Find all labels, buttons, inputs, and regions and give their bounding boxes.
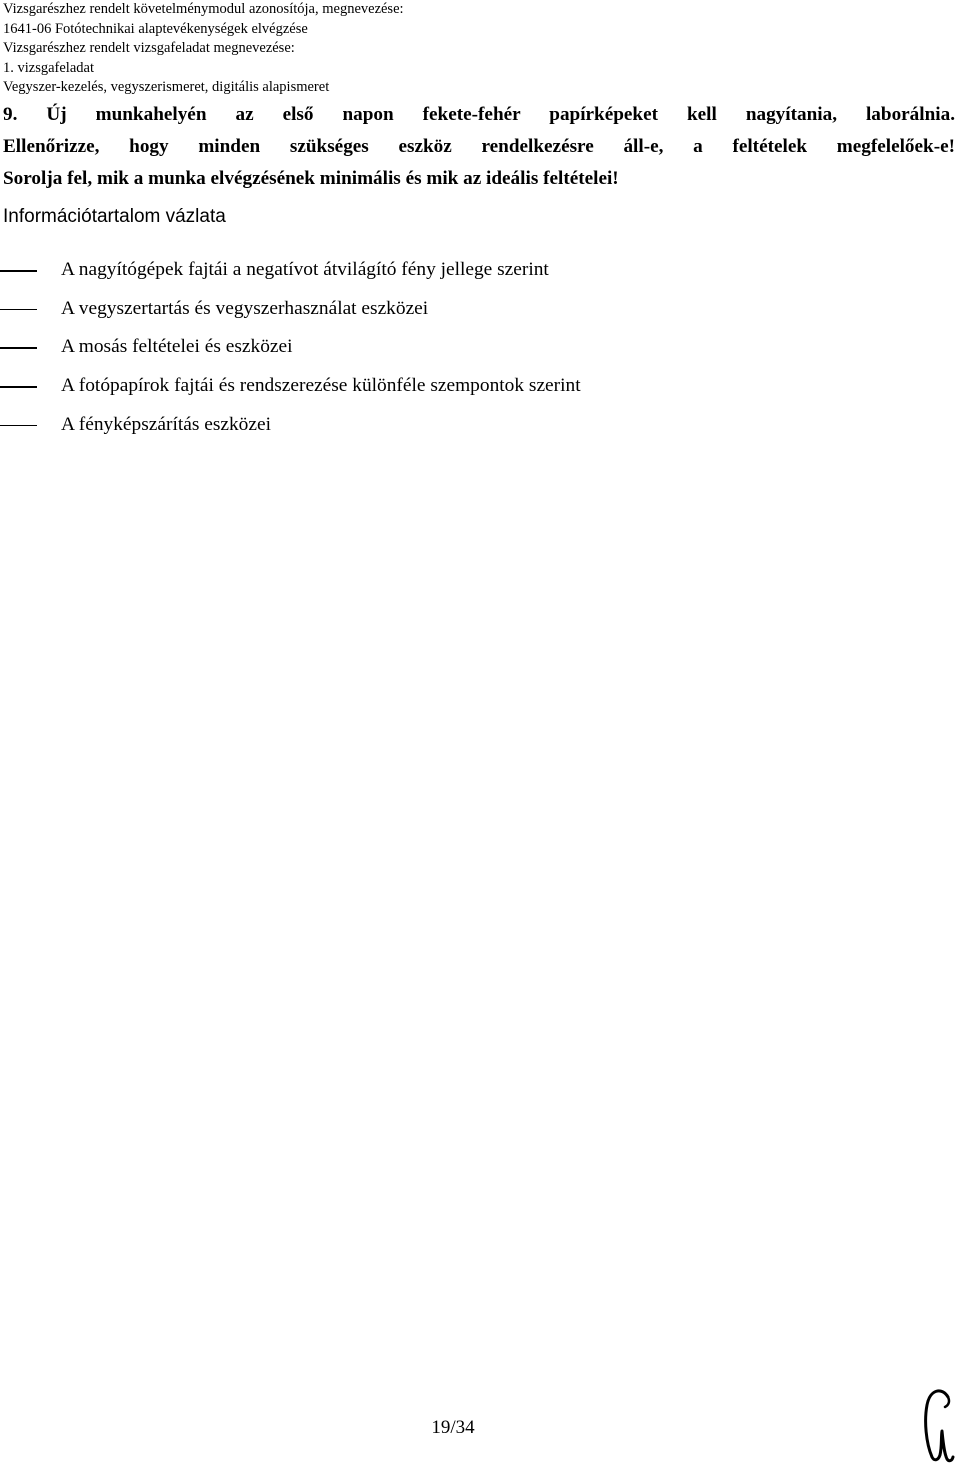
list-item-text: A nagyítógépek fajtái a negatívot átvilágító fény jellege szerint [61,259,549,280]
dash-bullet-icon [0,386,37,388]
list-item [0,295,900,334]
list-item-text: A fényképszárítás eszközei [61,413,271,435]
header-module-label: Vizsgarészhez rendelt követelménymodul azonosítója, megnevezése: [3,1,404,17]
header-task-name: Vegyszer-kezelés, vegyszerismeret, digitális alapismeret [3,79,330,95]
header-task-number: 1. vizsgafeladat [3,59,94,76]
handwritten-signature-icon [918,1385,960,1463]
list-item [0,411,900,450]
question-text [3,99,955,195]
page-number: 19/34 [431,1417,475,1438]
dash-bullet-icon [0,270,37,272]
list-item [0,256,900,295]
document-header [3,0,404,98]
question-line: 9. Új munkahelyén az első napon fekete-fehér papírképeket kell nagyítania, laborálnia. [3,104,955,125]
list-item-text: A mosás feltételei és eszközei [61,336,293,358]
list-item [0,372,900,411]
list-item [0,333,900,372]
dash-bullet-icon [0,309,37,311]
question-line: Sorolja fel, mik a munka elvégzésének minimális és mik az ideális feltételei! [3,168,619,189]
list-item-text: A fotópapírok fajtái és rendszerezése különféle szempontok szerint [61,375,581,397]
list-item-text: A vegyszertartás és vegyszerhasználat eszközei [61,297,429,319]
header-module-name: 1641-06 Fotótechnikai alaptevékenységek elvégzése [3,20,308,37]
dash-bullet-icon [0,425,37,427]
outline-title: Információtartalom vázlata [3,206,226,227]
dash-bullet-icon [0,347,37,349]
question-line: Ellenőrizze, hogy minden szükséges eszköz rendelkezésre áll-e, a feltételek megfelelőek-e! [3,136,955,157]
outline-list [0,256,900,449]
header-task-label: Vizsgarészhez rendelt vizsgafeladat megnevezése: [3,40,295,56]
